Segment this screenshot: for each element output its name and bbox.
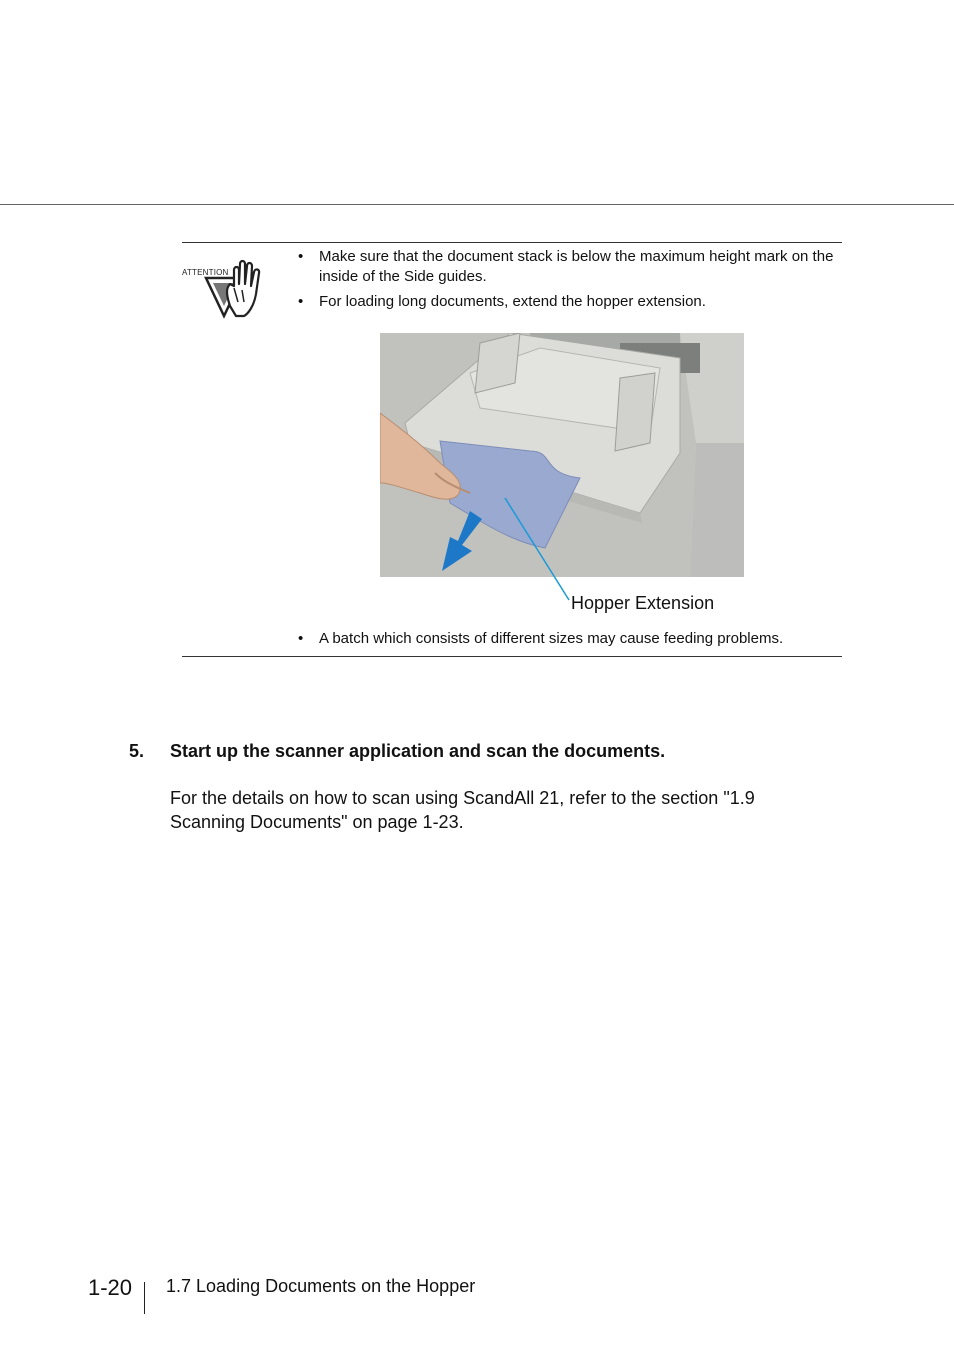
footer-divider: [144, 1282, 145, 1314]
attention-box-top-rule: [182, 242, 842, 243]
step-body: For the details on how to scan using ScandAll 21, refer to the section "1.9 Scanning Documents" on page 1-23.: [170, 788, 755, 832]
page-number: 1-20: [88, 1275, 133, 1300]
hopper-extension-callout: Hopper Extension: [571, 593, 715, 613]
attention-bullet-text: Make sure that the document stack is below the maximum height mark on the inside of the Side guides.: [319, 248, 834, 285]
bullet-marker: •: [298, 248, 304, 265]
step-title: Start up the scanner application and scan the documents.: [170, 741, 666, 761]
attention-bullet-text: For loading long documents, extend the hopper extension.: [319, 293, 706, 310]
attention-hand-icon: [204, 258, 276, 320]
bullet-marker: •: [298, 630, 304, 647]
footer-section-title: 1.7 Loading Documents on the Hopper: [166, 1276, 476, 1296]
attention-label: ATTENTION: [182, 268, 229, 277]
attention-box-bottom-rule: [182, 656, 842, 657]
step-number: 5.: [129, 741, 145, 761]
bullet-marker: •: [298, 293, 304, 310]
hopper-extension-photo: [380, 333, 744, 577]
header-rule: [0, 204, 954, 205]
attention-bullet-text: A batch which consists of different sizes may cause feeding problems.: [319, 630, 784, 647]
